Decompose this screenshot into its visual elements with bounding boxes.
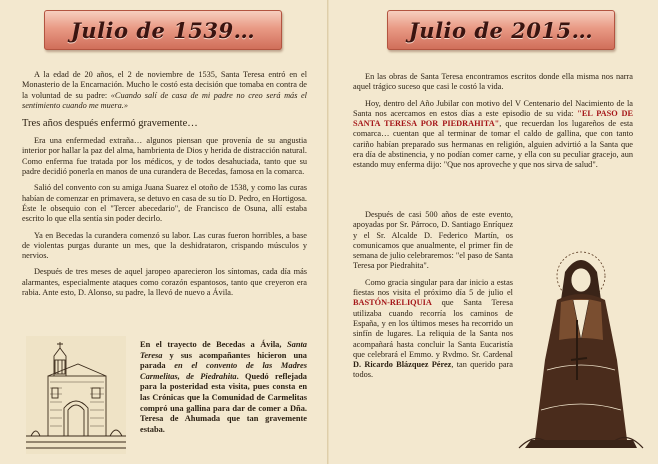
right-paragraph-3: Después de casi 500 años de este evento, apoyadas por Sr. Párroco, D. Santiago Enríquez y el Sr. Alcalde D. Federico Martín, os comunicamos que anualmente, el primer fin de semana de julio celebraremos: "el paso de Santa Teresa por Piedrahita". [353, 210, 513, 271]
right-text-top [353, 72, 633, 171]
left-paragraph-2: Era una enfermedad extraña… algunos piensan que provenía de su angustia interior por hallar la paz del alma, hambrienta de Dios y herida de distracción natural. Como enferma fue tratada por los médicos, y de todos desahuciada, tanto que su padre decidió ponerla en manos de una curandera de Becedas, famosa en la comarca. [22, 136, 307, 177]
left-p1-quote: «Cuando salí de casa de mi padre no creo será más el sentimiento cuando me muera.» [22, 90, 307, 110]
church-illustration [26, 336, 126, 454]
left-paragraph-4: Ya en Becedas la curandera comenzó su labor. Las curas fueron horribles, a base de violentas purgas durante un mes, que la deshidrataron, crispando músculos y nervios. [22, 230, 307, 261]
left-title: Julio de 1539… [70, 17, 256, 43]
right-p4-text-e: , tan querido para todos. [353, 360, 513, 380]
right-p2-highlight: "EL PASO DE SANTA TERESA POR PIEDRAHITA" [353, 108, 633, 129]
left-subtitle: Tres años después enfermó gravemente… [22, 118, 198, 130]
right-paragraph-1: En las obras de Santa Teresa encontramos escritos donde ella misma nos narra aquel trágico suceso que casi le costó la vida. [353, 72, 633, 92]
saint-teresa-illustration [517, 240, 645, 452]
right-p2-text-c: , que recuerdan los lugareños de esta comarca… cuentan que al terminar de tomar el caldo de gallina, que con tanto cariño habían preparado sus hermanas en religión, alguien advirtió a la Santa que era día de abstinencia, y no podían comer carne, y ella con su peculiar gracejo, aun estando muy enferma dijo: "Que nos aproveche y que nos sirva de salud". [353, 119, 633, 170]
left-paragraph-3: Salió del convento con su amiga Juana Suarez el otoño de 1538, y como las curas habían de comenzar en primavera, se detuvo en casa de su tío D. Pedro, en Hortigosa. Éste le obsequio con el "Tercer abecedario", de Francisco de Osuna, allí estaba escrito lo que ella sentía sin poder decirlo. [22, 183, 307, 224]
right-title-banner [387, 10, 615, 50]
right-p4-text-a: Como gracia singular para dar inicio a estas fiestas nos visita el próximo día 5 de julio el [353, 277, 513, 298]
left-p1-text: A la edad de 20 años, el 2 de noviembre de 1535, Santa Teresa entró en el Monasterio de la Encarnación. Mucho le costó esta decisión que tomaba en contra de la voluntad de su padre: [22, 70, 307, 100]
left-title-banner [44, 10, 282, 50]
left-p6-text-c: y sus acompañantes hicieron una parada [140, 350, 307, 371]
left-paragraph-6 [140, 340, 307, 435]
left-p6-santa: Santa Teresa [140, 340, 307, 360]
right-page [329, 0, 658, 464]
right-paragraph-4 [353, 278, 513, 381]
left-text-top [22, 70, 307, 298]
right-p2-text-a: Hoy, dentro del Año Jubilar con motivo del V Centenario del Nacimiento de la Santa nos acercamos en estos días a este episodio de su vida: [353, 98, 633, 118]
right-p4-baston: BASTÓN-RELIQUIA [353, 298, 432, 308]
right-p4-cardenal: D. Ricardo Blázquez Pérez [353, 360, 452, 370]
left-paragraph-1 [22, 70, 307, 111]
right-title: Julio de 2015… [408, 17, 594, 43]
right-p4-text-c: que Santa Teresa utilizaba cuando recorría los caminos de España, y en los últimos meses ha recorrido un sinfín de lugares. La reliquia de la Santa nos acompañará hasta concluir la Santa Eucaristía que celebrará el Emmo. y Rvdmo. Sr. Cardenal [353, 298, 513, 359]
left-paragraph-5: Después de tres meses de aquel jaropeo aparecieron los síntomas, cada día más alarmantes, especialmente ataques como corazón espantosos, tanto que creyeron era rabia. Ante esto, D. Alonso, su padre, la llevó de nuevo a Ávila. [22, 267, 307, 298]
left-p6-text-e: . Quedó reflejada para la posteridad esta visita, pues consta en las Crónicas que la Comunidad de Carmelitas compró una gallina para dar de comer a Dña. Teresa de Ahumada que tan gravemente estaba. [140, 371, 307, 434]
left-p6-convento: en el convento de las Madres Carmelitas, de Piedrahita [140, 361, 307, 381]
right-paragraph-2 [353, 99, 633, 171]
left-text-bottom [140, 340, 307, 435]
left-p6-text-a: En el trayecto de Becedas a Ávila, [140, 340, 287, 349]
right-text-bottom [353, 210, 513, 381]
